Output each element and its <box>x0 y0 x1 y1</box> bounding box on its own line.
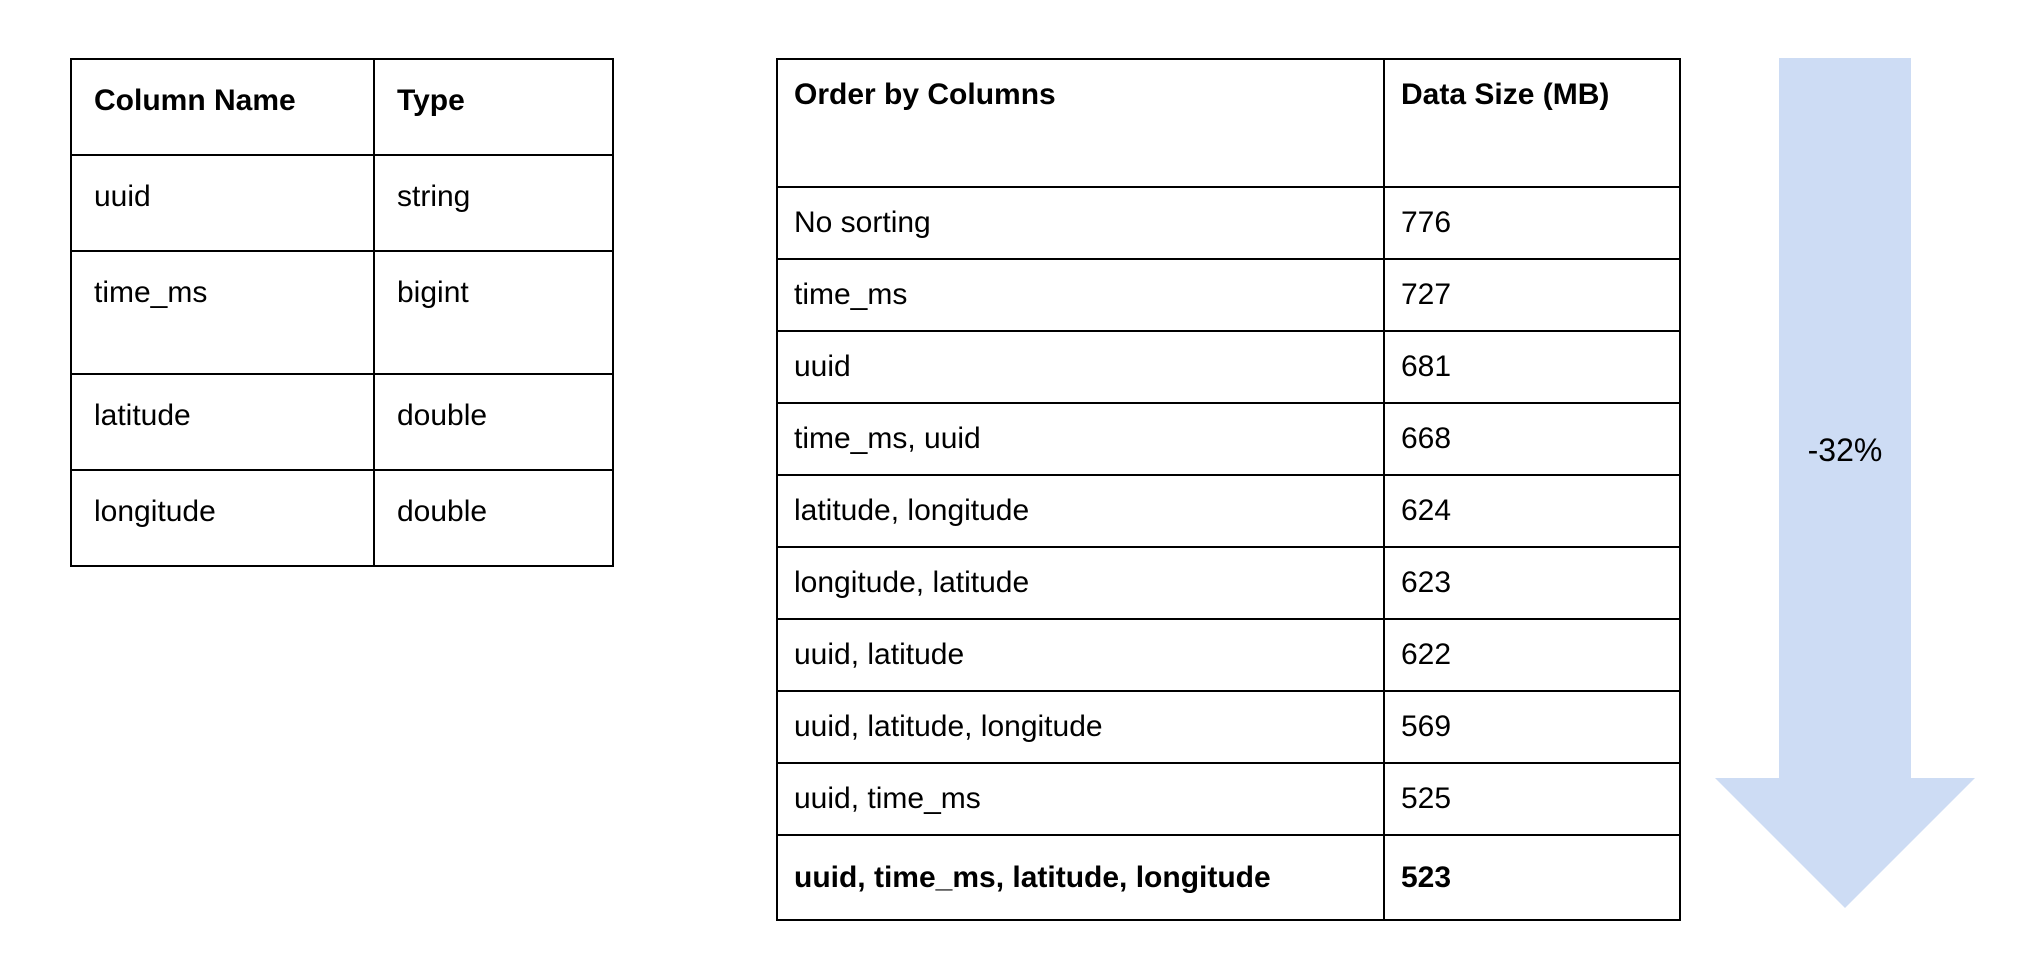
order-columns-cell: time_ms <box>777 259 1384 331</box>
down-arrow-icon <box>1715 58 1975 908</box>
header-column-name: Column Name <box>71 59 374 155</box>
data-size-cell: 525 <box>1384 763 1680 835</box>
table-row <box>777 547 1680 619</box>
table-row-best <box>777 835 1680 920</box>
table-row <box>777 259 1680 331</box>
column-name-cell: latitude <box>71 374 374 470</box>
order-columns-cell: uuid, latitude, longitude <box>777 691 1384 763</box>
data-size-cell: 624 <box>1384 475 1680 547</box>
table-row <box>777 403 1680 475</box>
reduction-percent-label: -32% <box>1807 432 1883 468</box>
schema-table <box>70 58 614 567</box>
order-columns-cell: uuid <box>777 331 1384 403</box>
column-name-cell: uuid <box>71 155 374 251</box>
data-size-cell: 569 <box>1384 691 1680 763</box>
column-type-cell: double <box>374 470 613 566</box>
table-row <box>777 691 1680 763</box>
order-columns-cell: time_ms, uuid <box>777 403 1384 475</box>
order-columns-cell: No sorting <box>777 187 1384 259</box>
order-columns-cell: uuid, latitude <box>777 619 1384 691</box>
results-table <box>776 58 1681 921</box>
table-row <box>777 475 1680 547</box>
table-row <box>71 155 613 251</box>
header-data-size: Data Size (MB) <box>1384 59 1680 187</box>
column-name-cell: time_ms <box>71 251 374 374</box>
table-row <box>71 374 613 470</box>
column-type-cell: double <box>374 374 613 470</box>
order-columns-cell: longitude, latitude <box>777 547 1384 619</box>
arrow-shape <box>1715 58 1975 908</box>
order-columns-cell: uuid, time_ms <box>777 763 1384 835</box>
table-row <box>71 470 613 566</box>
header-order-by-columns: Order by Columns <box>777 59 1384 187</box>
order-columns-cell: uuid, time_ms, latitude, longitude <box>777 835 1384 920</box>
data-size-cell: 523 <box>1384 835 1680 920</box>
order-columns-cell: latitude, longitude <box>777 475 1384 547</box>
column-type-cell: bigint <box>374 251 613 374</box>
column-name-cell: longitude <box>71 470 374 566</box>
data-size-cell: 668 <box>1384 403 1680 475</box>
table-row <box>777 763 1680 835</box>
results-header-row <box>777 59 1680 187</box>
data-size-cell: 727 <box>1384 259 1680 331</box>
schema-header-row <box>71 59 613 155</box>
data-size-cell: 681 <box>1384 331 1680 403</box>
table-row <box>71 251 613 374</box>
column-type-cell: string <box>374 155 613 251</box>
table-row <box>777 187 1680 259</box>
table-row <box>777 331 1680 403</box>
data-size-cell: 622 <box>1384 619 1680 691</box>
data-size-cell: 623 <box>1384 547 1680 619</box>
table-row <box>777 619 1680 691</box>
data-size-cell: 776 <box>1384 187 1680 259</box>
header-type: Type <box>374 59 613 155</box>
